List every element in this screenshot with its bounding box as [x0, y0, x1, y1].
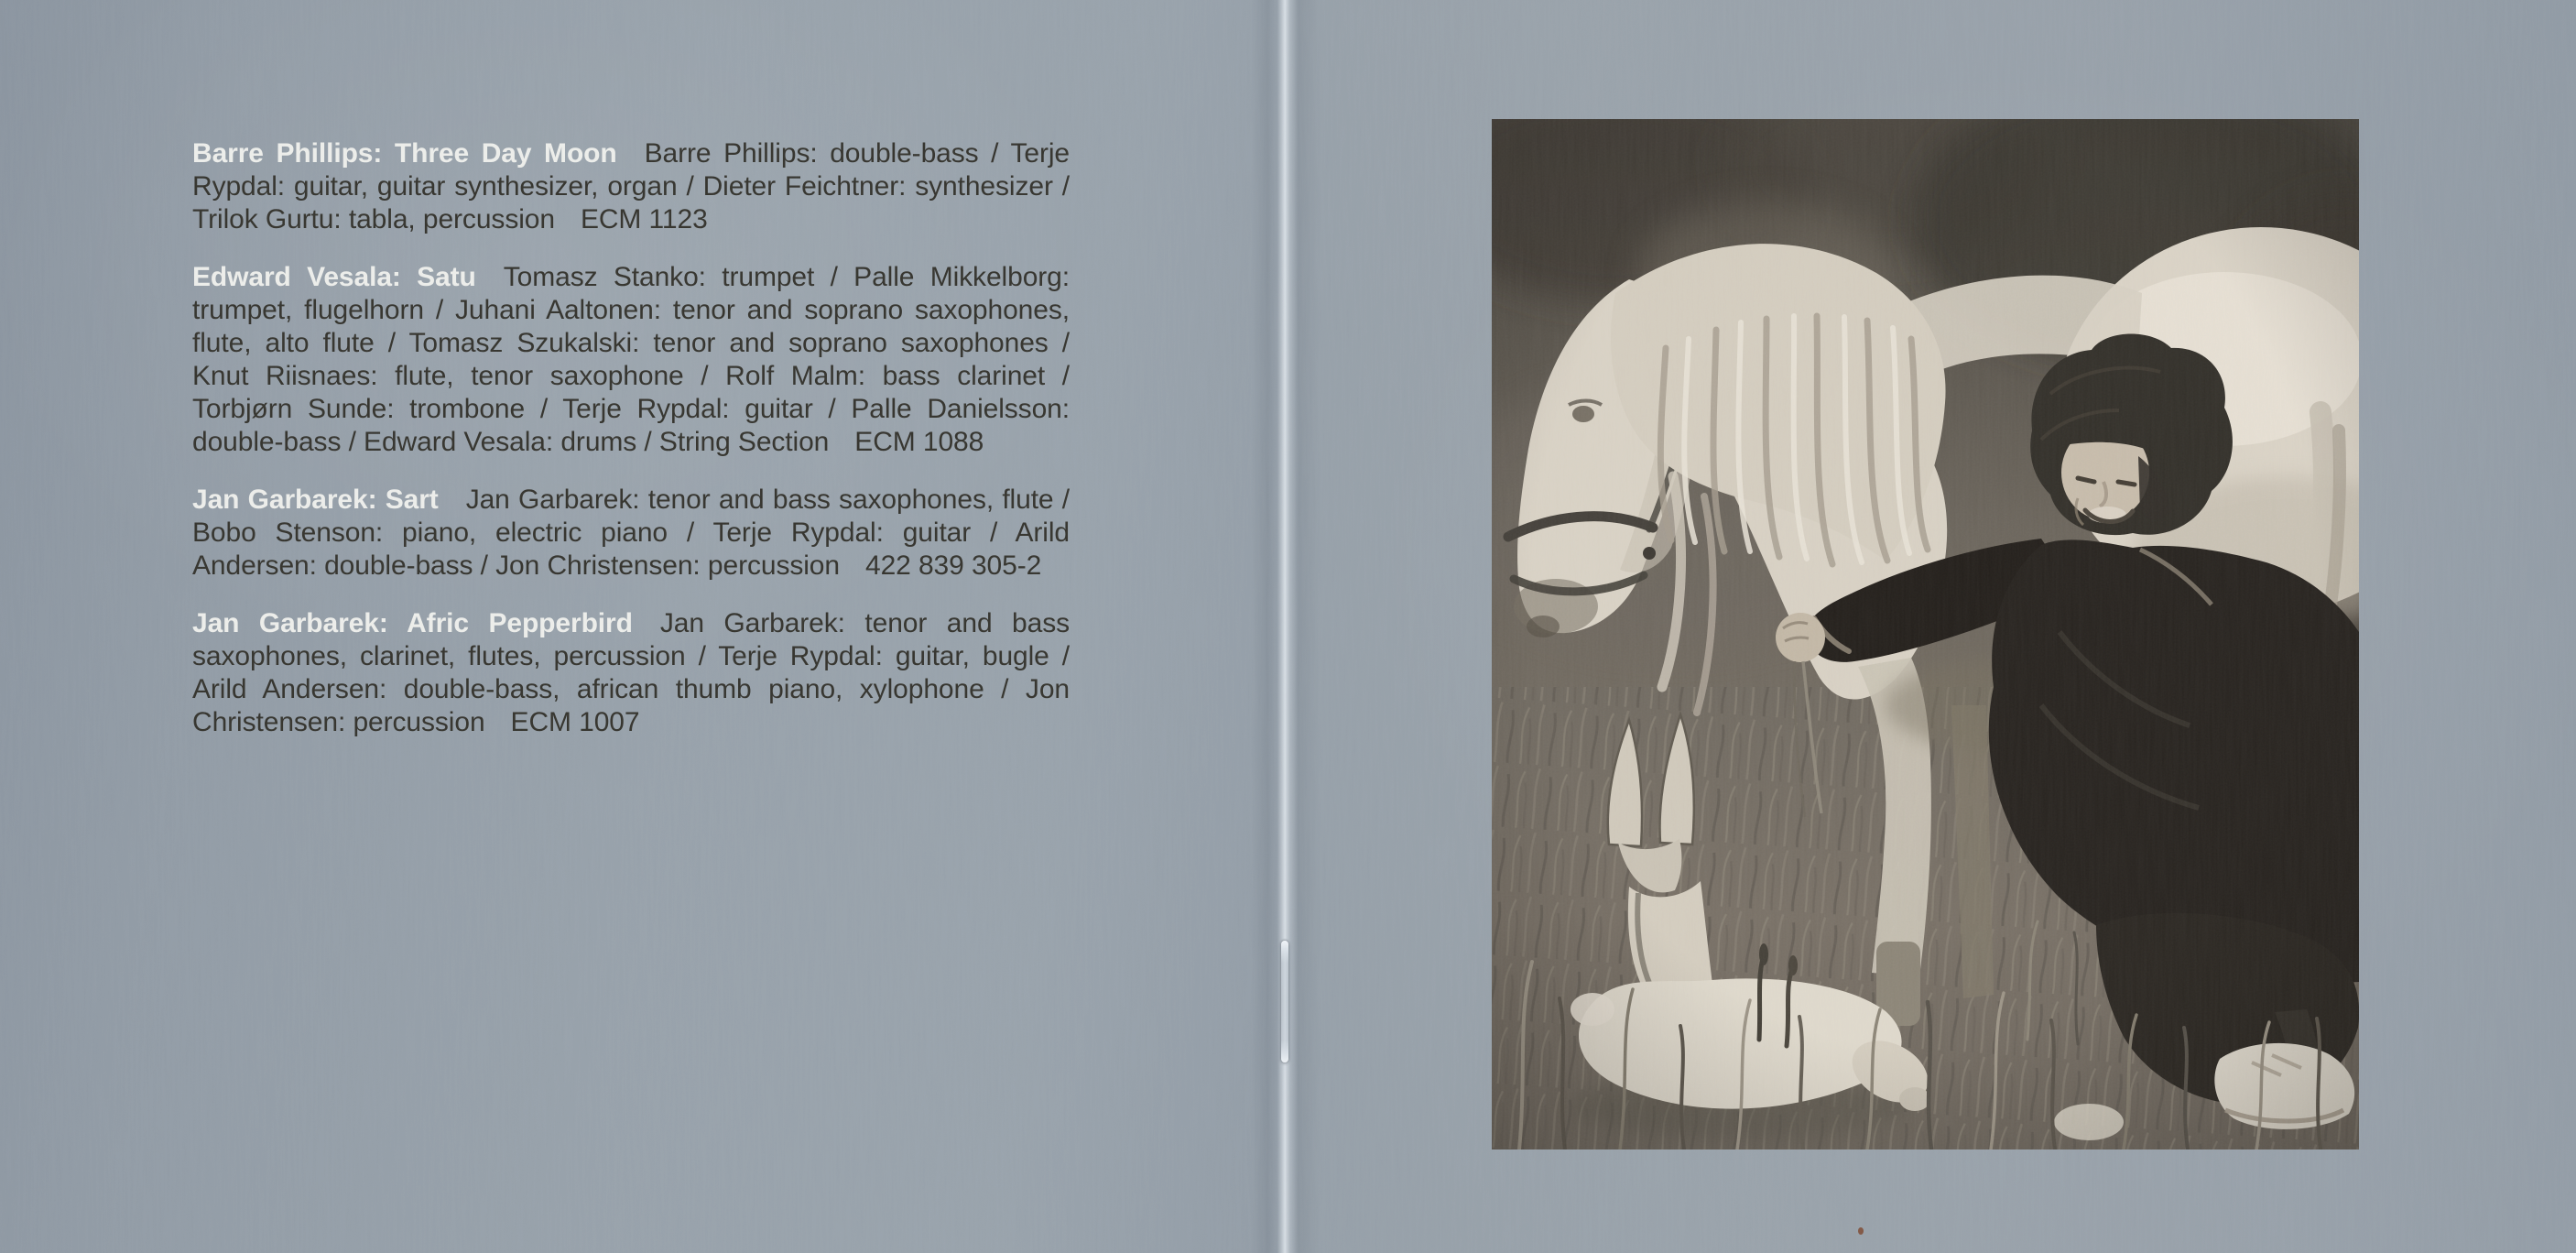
staple	[1281, 941, 1288, 1062]
album-credits: Jan Garbarek: tenor and bass saxophones, clarinet, flutes, percussion / Terje Rypdal: guitar, bugle / Arild Andersen: double-bass, african thumb piano, xylophone / Jon Christensen: percussion	[192, 608, 1070, 737]
dust-speck	[1858, 1227, 1864, 1235]
album-title: Barre Phillips: Three Day Moon	[192, 138, 617, 169]
album-entry-sart	[192, 484, 1070, 583]
album-title: Jan Garbarek: Sart	[192, 485, 439, 515]
album-catalog-number: ECM 1088	[854, 427, 984, 457]
album-entry-three-day-moon	[192, 137, 1070, 236]
album-catalog-number: ECM 1007	[510, 707, 640, 737]
album-catalog-number: 422 839 305-2	[864, 550, 1042, 581]
photo-man-with-white-horse-and-foal	[1492, 119, 2359, 1149]
album-credits-list	[192, 137, 1070, 739]
album-title: Jan Garbarek: Afric Pepperbird	[192, 608, 633, 638]
album-credits: Tomasz Stanko: trumpet / Palle Mikkelborg: trumpet, flugelhorn / Juhani Aaltonen: tenor and soprano saxophones, flute, alto flute / Tomasz Szukalski: tenor and soprano saxophones / Knut Riisnaes: flute, tenor saxophone / Rolf Malm: bass clarinet / Torbjørn Sunde: trombone / Terje Rypdal: guitar / Palle Danielsson: double-bass / Edward Vesala: drums / String Section	[192, 262, 1070, 457]
album-entry-afric-pepperbird	[192, 607, 1070, 739]
album-title: Edward Vesala: Satu	[192, 262, 476, 292]
album-catalog-number: ECM 1123	[580, 204, 708, 234]
album-entry-satu	[192, 261, 1070, 459]
photo-grain	[1492, 119, 2359, 1149]
album-credits: Jan Garbarek: tenor and bass saxophones, flute / Bobo Stenson: piano, electric piano / Terje Rypdal: guitar / Arild Andersen: double-bass / Jon Christensen: percussion	[192, 485, 1070, 581]
right-page	[1288, 0, 2576, 1253]
album-credits: Barre Phillips: double-bass / Terje Rypdal: guitar, guitar synthesizer, organ / Dieter Feichtner: synthesizer / Trilok Gurtu: tabla, percussion	[192, 138, 1070, 234]
